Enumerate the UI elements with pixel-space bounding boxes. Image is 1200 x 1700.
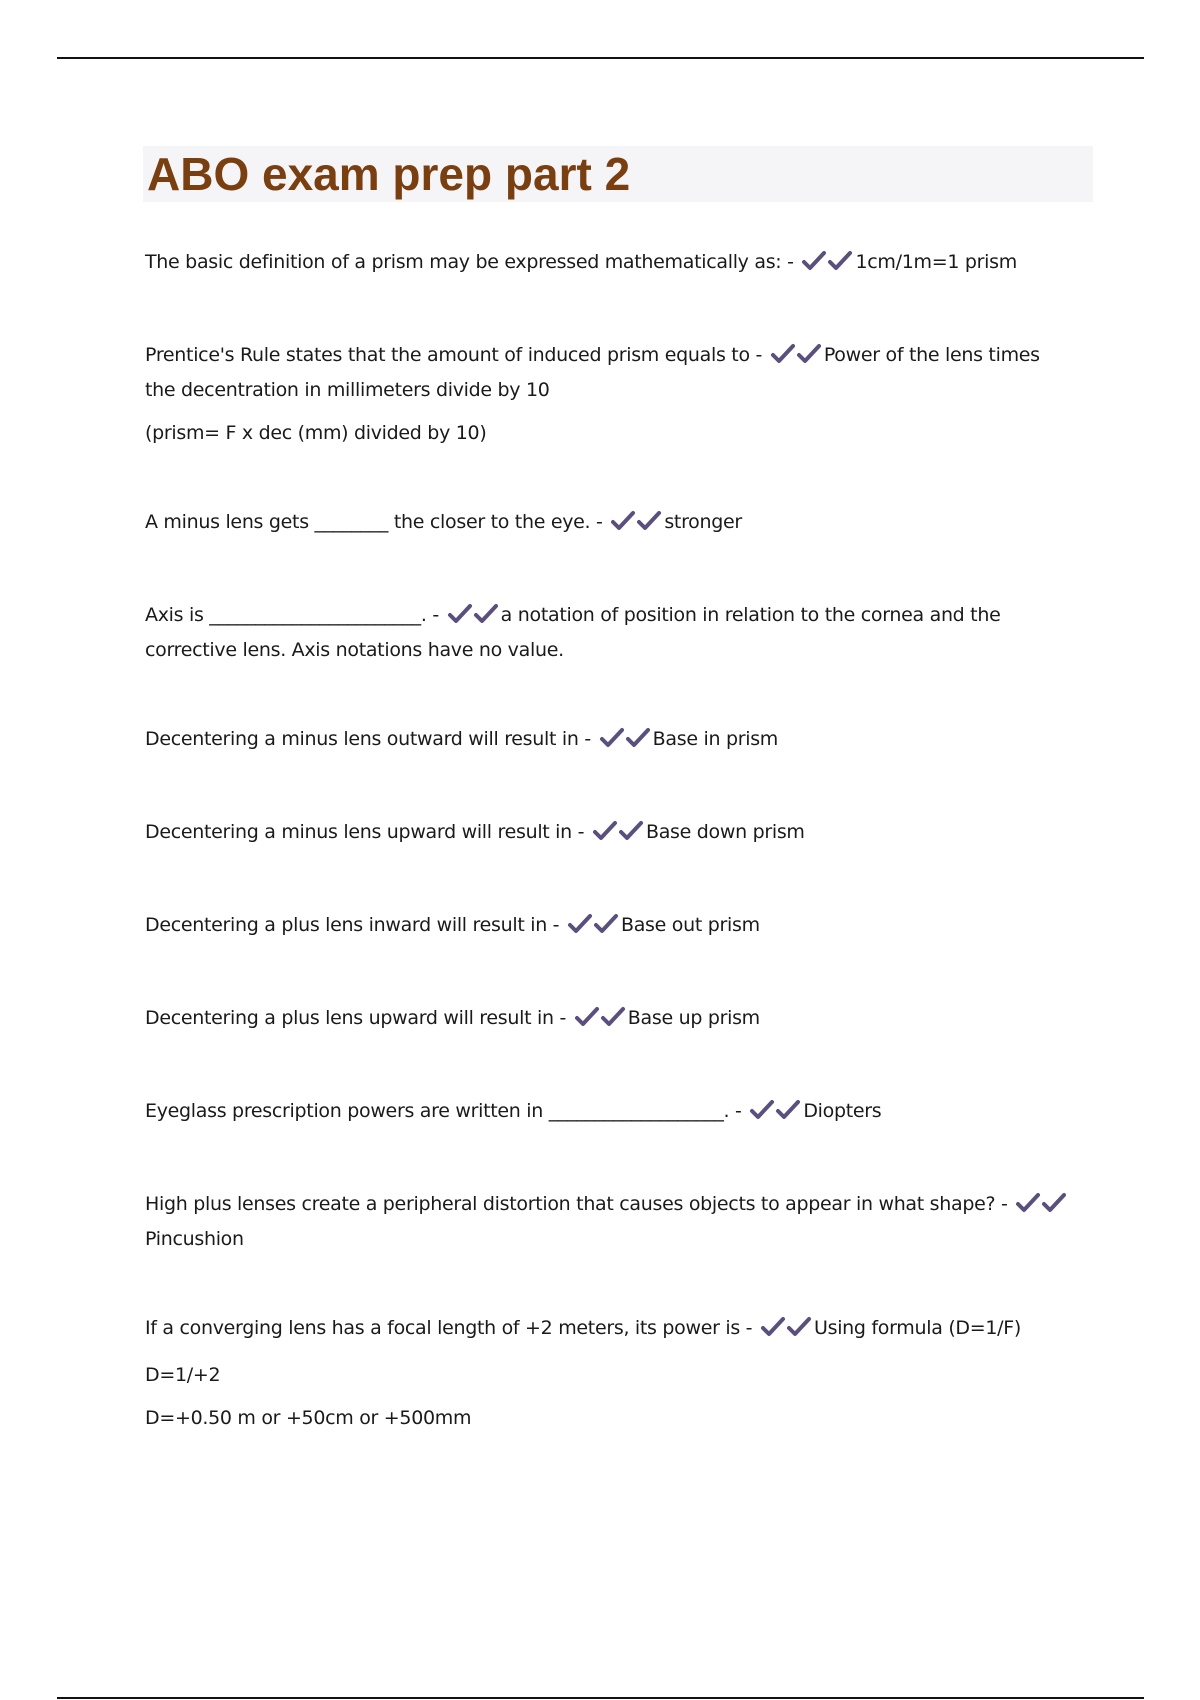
answer-text: Base out prism: [620, 914, 760, 936]
answer-extra-line: D=+0.50 m or +50cm or +500mm: [145, 1407, 472, 1429]
double-check-icon: [567, 913, 619, 945]
checkmark-icon: [636, 510, 662, 532]
double-check-icon: [592, 820, 644, 852]
answer-text: Base up prism: [627, 1007, 760, 1029]
checkmark-icon: [592, 820, 618, 842]
question-text: A minus lens gets ________ the closer to the eye. -: [145, 511, 603, 533]
question-text: Decentering a plus lens inward will result in -: [145, 914, 560, 936]
question-text: Decentering a minus lens upward will result in -: [145, 821, 585, 843]
question-text: High plus lenses create a peripheral distortion that causes objects to appear in what shape? -: [145, 1193, 1008, 1215]
question-text: If a converging lens has a focal length of +2 meters, its power is -: [145, 1317, 753, 1339]
qa-line: [145, 910, 1075, 945]
page-title: ABO exam prep part 2: [147, 148, 631, 200]
qa-item: [145, 507, 1075, 542]
qa-item: [145, 1189, 1075, 1255]
qa-item: [145, 1096, 1075, 1131]
checkmark-icon: [625, 727, 651, 749]
answer-text: Diopters: [803, 1100, 882, 1122]
checkmark-icon: [618, 820, 644, 842]
qa-list: [145, 247, 1075, 1492]
qa-item: [145, 724, 1075, 759]
checkmark-icon: [775, 1099, 801, 1121]
bottom-rule: [57, 1697, 1144, 1699]
checkmark-icon: [1015, 1192, 1041, 1214]
qa-line: [145, 1003, 1075, 1038]
qa-item: [145, 817, 1075, 852]
checkmark-icon: [786, 1316, 812, 1338]
double-check-icon: [749, 1099, 801, 1131]
question-text: Prentice's Rule states that the amount of induced prism equals to -: [145, 344, 763, 366]
qa-item: [145, 910, 1075, 945]
qa-line: [145, 724, 1075, 759]
qa-line: [145, 817, 1075, 852]
qa-item: [145, 600, 1075, 666]
answer-text: a notation of position in relation to the cornea and the corrective lens. Axis notations have no value.: [145, 604, 1001, 661]
question-text: Eyeglass prescription powers are written in ___________________. -: [145, 1100, 742, 1122]
checkmark-icon: [1041, 1192, 1067, 1214]
top-rule: [57, 57, 1144, 59]
question-text: Axis is _______________________. -: [145, 604, 439, 626]
checkmark-icon: [770, 343, 796, 365]
question-text: The basic definition of a prism may be expressed mathematically as: -: [145, 251, 794, 273]
double-check-icon: [447, 603, 499, 635]
checkmark-icon: [760, 1316, 786, 1338]
answer-text: Using formula (D=1/F): [813, 1317, 1022, 1339]
checkmark-icon: [574, 1006, 600, 1028]
double-check-icon: [599, 727, 651, 759]
double-check-icon: [770, 343, 822, 375]
question-text: Decentering a minus lens outward will result in -: [145, 728, 591, 750]
answer-extra-line: D=1/+2: [145, 1364, 221, 1386]
answer-text: Power of the lens times the decentration in millimeters divide by 10: [145, 344, 1040, 401]
checkmark-icon: [749, 1099, 775, 1121]
double-check-icon: [801, 250, 853, 282]
double-check-icon: [610, 510, 662, 542]
answer-text: 1cm/1m=1 prism: [855, 251, 1017, 273]
qa-line: [145, 340, 1075, 406]
answer-extra-line: (prism= F x dec (mm) divided by 10): [145, 422, 487, 444]
qa-line: [145, 1189, 1075, 1255]
qa-line: [145, 600, 1075, 666]
qa-item: [145, 1313, 1075, 1434]
double-check-icon: [1015, 1192, 1067, 1224]
checkmark-icon: [473, 603, 499, 625]
checkmark-icon: [567, 913, 593, 935]
qa-line: [145, 507, 1075, 542]
qa-item: [145, 1003, 1075, 1038]
qa-line: [145, 1096, 1075, 1131]
checkmark-icon: [599, 727, 625, 749]
qa-line: [145, 247, 1075, 282]
double-check-icon: [760, 1316, 812, 1348]
answer-text: Base in prism: [652, 728, 778, 750]
checkmark-icon: [801, 250, 827, 272]
double-check-icon: [574, 1006, 626, 1038]
checkmark-icon: [600, 1006, 626, 1028]
qa-item: [145, 340, 1075, 449]
checkmark-icon: [593, 913, 619, 935]
answer-text: Base down prism: [645, 821, 805, 843]
checkmark-icon: [447, 603, 473, 625]
qa-line: [145, 1313, 1075, 1348]
checkmark-icon: [796, 343, 822, 365]
answer-text: Pincushion: [145, 1228, 244, 1250]
qa-item: [145, 247, 1075, 282]
answer-text: stronger: [664, 511, 742, 533]
question-text: Decentering a plus lens upward will result in -: [145, 1007, 567, 1029]
checkmark-icon: [827, 250, 853, 272]
checkmark-icon: [610, 510, 636, 532]
